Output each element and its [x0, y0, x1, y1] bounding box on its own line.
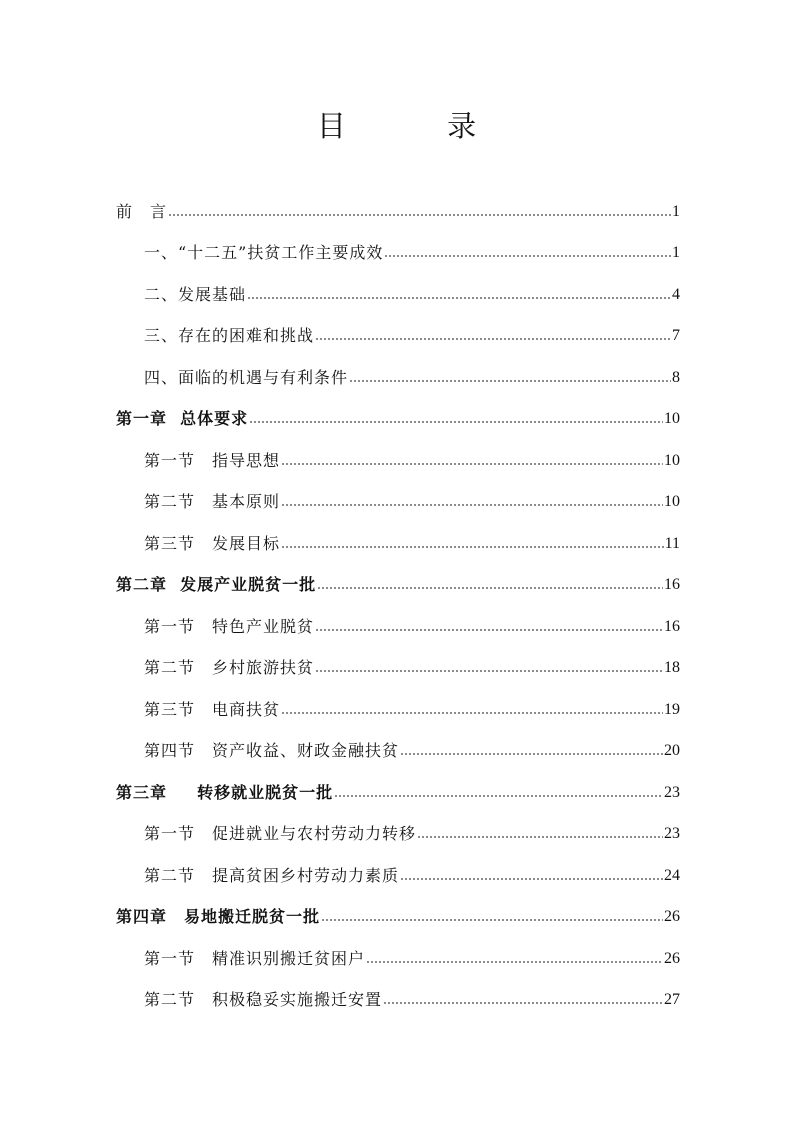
toc-entry-page-number: 20 — [664, 742, 680, 759]
dot-leader — [281, 710, 663, 716]
toc-section-entry[interactable] — [116, 971, 680, 1013]
toc-section-entry[interactable] — [116, 348, 680, 390]
dot-leader — [249, 419, 663, 425]
toc-section-entry[interactable] — [116, 846, 680, 888]
dot-leader — [315, 627, 663, 633]
toc-entry-label: 一、“十二五”扶贫工作主要成效 — [144, 243, 384, 262]
toc-section-entry[interactable] — [116, 307, 680, 349]
toc-section-entry[interactable] — [116, 265, 680, 307]
toc-entry-label: 第一节 指导思想 — [144, 450, 281, 470]
toc-entry-page-number: 16 — [664, 576, 680, 593]
toc-entry-label: 第一节 特色产业脱贫 — [144, 616, 315, 636]
toc-chapter-entry[interactable] — [116, 182, 680, 224]
dot-leader — [168, 212, 671, 218]
toc-entry-label: 前 言 — [116, 201, 168, 221]
toc-entry-page-number: 27 — [664, 991, 680, 1008]
toc-entry-label: 第三章 转移就业脱贫一批 — [116, 782, 334, 802]
toc-entry-page-number: 10 — [664, 493, 680, 510]
toc-section-entry[interactable] — [116, 514, 680, 556]
dot-leader — [281, 461, 663, 467]
toc-entry-page-number: 1 — [672, 244, 680, 261]
toc-section-entry[interactable] — [116, 224, 680, 266]
toc-entry-page-number: 10 — [664, 451, 680, 469]
toc-chapter-entry[interactable] — [116, 763, 680, 805]
toc-entry-page-number: 24 — [664, 866, 680, 884]
toc-chapter-entry[interactable] — [116, 888, 680, 930]
toc-section-entry[interactable] — [116, 431, 680, 473]
toc-entry-label: 第一章 总体要求 — [116, 409, 249, 428]
toc-entry-label: 第二节 乡村旅游扶贫 — [144, 658, 315, 677]
dot-leader — [400, 751, 663, 757]
toc-entry-page-number: 26 — [664, 949, 680, 967]
toc-entry-label: 第二节 基本原则 — [144, 492, 281, 511]
dot-leader — [400, 876, 663, 882]
toc-entry-label: 第二节 积极稳妥实施搬迁安置 — [144, 990, 383, 1009]
dot-leader — [334, 793, 663, 799]
toc-entry-page-number: 26 — [664, 908, 680, 925]
toc-chapter-entry[interactable] — [116, 556, 680, 598]
dot-leader — [247, 295, 671, 301]
dot-leader — [281, 502, 663, 508]
toc-entry-label: 第二章 发展产业脱贫一批 — [116, 575, 317, 594]
toc-section-entry[interactable] — [116, 680, 680, 722]
toc-entry-label: 第二节 提高贫困乡村劳动力素质 — [144, 865, 400, 885]
toc-chapter-entry[interactable] — [116, 390, 680, 432]
toc-entry-label: 第一节 精准识别搬迁贫困户 — [144, 948, 366, 968]
toc-entry-page-number: 23 — [664, 783, 680, 801]
toc-entry-label: 第三节 电商扶贫 — [144, 699, 281, 719]
toc-entry-page-number: 23 — [664, 825, 680, 842]
toc-section-entry[interactable] — [116, 929, 680, 971]
dot-leader — [315, 668, 663, 674]
toc-section-entry[interactable] — [116, 639, 680, 681]
toc-section-entry[interactable] — [116, 722, 680, 764]
toc-entry-page-number: 18 — [664, 659, 680, 676]
toc-entry-page-number: 1 — [672, 202, 680, 220]
toc-entry-page-number: 19 — [664, 700, 680, 718]
page-title: 目 录 — [316, 109, 523, 143]
table-of-contents — [116, 182, 680, 1012]
toc-entry-label: 三、存在的困难和挑战 — [144, 326, 315, 345]
toc-section-entry[interactable] — [116, 805, 680, 847]
toc-entry-label: 第一节 促进就业与农村劳动力转移 — [144, 824, 417, 843]
dot-leader — [315, 336, 671, 342]
toc-entry-page-number: 4 — [672, 285, 680, 303]
dot-leader — [349, 378, 671, 384]
toc-entry-page-number: 11 — [664, 534, 680, 552]
toc-section-entry[interactable] — [116, 597, 680, 639]
toc-entry-label: 第四章 易地搬迁脱贫一批 — [116, 907, 321, 926]
dot-leader — [281, 544, 664, 550]
toc-entry-page-number: 16 — [664, 617, 680, 635]
toc-entry-page-number: 8 — [672, 368, 680, 386]
dot-leader — [384, 253, 671, 259]
dot-leader — [366, 959, 663, 965]
dot-leader — [417, 834, 663, 840]
toc-section-entry[interactable] — [116, 473, 680, 515]
dot-leader — [317, 585, 663, 591]
dot-leader — [383, 1000, 663, 1006]
toc-entry-page-number: 10 — [664, 410, 680, 427]
toc-entry-page-number: 7 — [672, 327, 680, 344]
toc-entry-label: 二、发展基础 — [144, 284, 247, 304]
toc-entry-label: 四、面临的机遇与有利条件 — [144, 367, 349, 387]
dot-leader — [321, 917, 663, 923]
toc-entry-label: 第三节 发展目标 — [144, 533, 281, 553]
toc-entry-label: 第四节 资产收益、财政金融扶贫 — [144, 741, 400, 760]
